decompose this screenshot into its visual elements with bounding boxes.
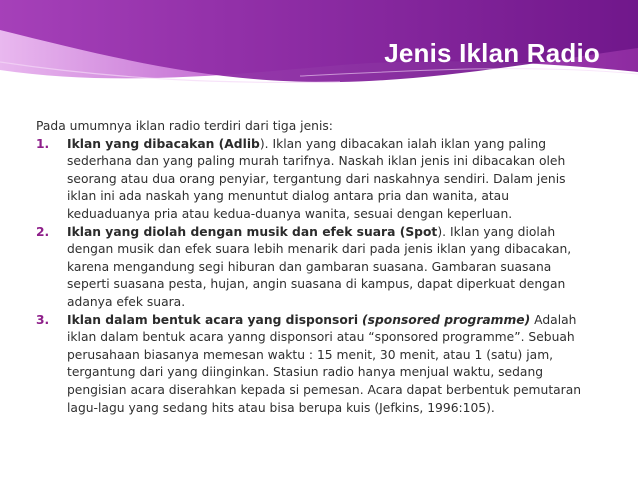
slide-title: Jenis Iklan Radio [384, 38, 600, 68]
list-number: 3. [36, 312, 50, 327]
slide-body [36, 118, 596, 417]
item-text: Iklan yang dibacakan ialah iklan yang paling sederhana dan yang paling murah tarifnya. Naskah iklan jenis ini dibacakan oleh seorang atau dua orang penyiar, tergantung dari naskahnya sendiri. Dalam jenis iklan ini ada naskah yang menuntut dialog antara pria dan wanita, atau keduaduanya pria atau kedua-duanya wanita, sesuai dengan keperluan. [67, 136, 566, 221]
item-heading-suffix: ). [437, 224, 447, 239]
list-item [36, 224, 596, 312]
item-heading: Iklan yang diolah dengan musik dan efek suara (Spot [67, 224, 438, 239]
item-heading-italic: (sponsored programme) [362, 312, 531, 327]
list-item [36, 136, 596, 224]
item-text: Iklan yang diolah dengan musik dan efek suara lebih menarik dari pada jenis iklan yang dibacakan, karena mengandung segi hiburan dan gambaran suasana. Gambaran suasana seperti suasana pesta, hujan, angin suasana di kampus, dapat diperkuat dengan adanya efek suara. [67, 224, 572, 309]
list-number: 1. [36, 136, 50, 151]
intro-text: Pada umumnya iklan radio terdiri dari tiga jenis: [36, 119, 333, 133]
list-number: 2. [36, 224, 50, 239]
list-item [36, 312, 596, 418]
item-heading: Iklan yang dibacakan (Adlib [67, 136, 260, 151]
title-banner [0, 0, 638, 95]
ad-type-list [36, 136, 596, 418]
item-heading-suffix: ). [259, 136, 269, 151]
item-text: Adalah iklan dalam bentuk acara yanng disponsori atau “sponsored programme”. Sebuah perusahaan biasanya memesan waktu : 15 menit, 30 menit, atau 1 (satu) jam, tergantung dari yang diinginkan. Stasiun radio hanya menjual waktu, sedang pengisian acara diserahkan kepada si pemesan. Acara dapat berbentuk pemutaran lagu-lagu yang sedang hits atau bisa berupa kuis (Jefkins, 1996:105). [67, 312, 582, 415]
item-heading: Iklan dalam bentuk acara yang disponsori [67, 312, 359, 327]
